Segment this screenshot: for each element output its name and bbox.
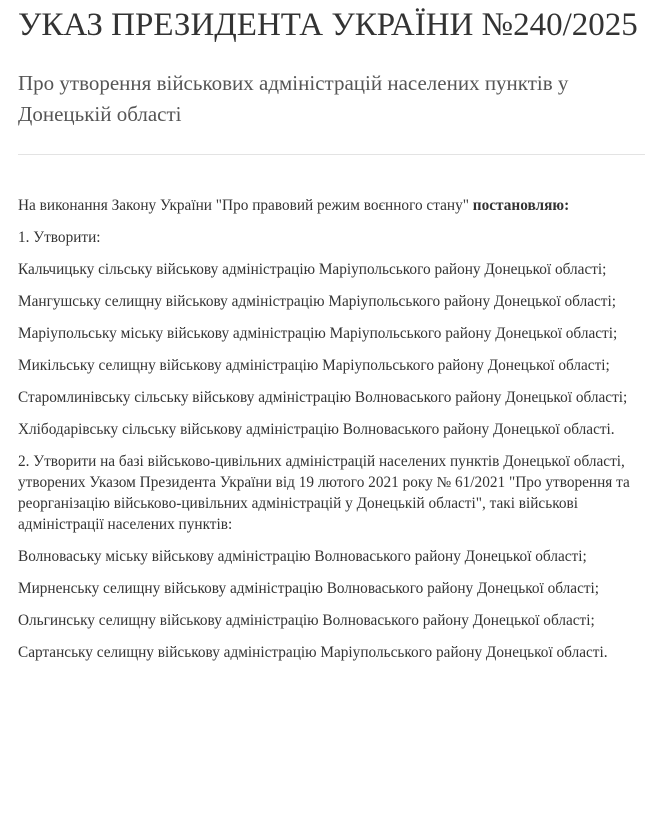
item-2-entry: Ольгинську селищну військову адміністрацію Волноваського району Донецької області; <box>18 612 595 629</box>
item-2-entry: Волноваську міську військову адміністрацію Волноваського району Донецької області; <box>18 548 587 565</box>
item-1-entry: Маріупольську міську військову адміністрацію Маріупольського району Донецької області; <box>18 325 618 342</box>
item-1-entry: Мангушську селищну військову адміністрацію Маріупольського району Донецької області; <box>18 293 616 310</box>
intro-text: На виконання Закону України "Про правовий режим воєнного стану" <box>18 197 473 214</box>
item-1-heading: 1. Утворити: <box>18 229 101 246</box>
decree-body <box>18 195 645 663</box>
item-2-heading: 2. Утворити на базі військово-цивільних адміністрацій населених пунктів Донецької області, утворених Указом Президента України від 19 лютого 2021 року № 61/2021 "Про утворення та реорганізацію військово-цивільних адміністрацій у Донецькій області", такі військові адміністрації населених пунктів: <box>18 453 630 533</box>
item-1-entry: Кальчицьку сільську військову адміністрацію Маріупольського району Донецької області; <box>18 261 607 278</box>
item-1-entry: Старомлинівську сільську військову адміністрацію Волноваського району Донецької області; <box>18 389 628 406</box>
decree-title: УКАЗ ПРЕЗИДЕНТА УКРАЇНИ №240/2025 <box>18 7 638 43</box>
intro-paragraph <box>18 195 645 216</box>
item-2-entry: Мирненську селищну військову адміністрацію Волноваського району Донецької області; <box>18 580 600 597</box>
intro-emphasis: постановляю: <box>472 197 570 214</box>
decree-subtitle: Про утворення військових адміністрацій населених пунктів у Донецькій області <box>18 71 569 126</box>
title-divider <box>18 154 645 155</box>
item-2-entry: Сартанську селищну військову адміністрацію Маріупольського району Донецької області. <box>18 644 608 661</box>
item-1-entry: Хлібодарівську сільську військову адміністрацію Волноваського району Донецької області. <box>18 421 615 438</box>
item-1-entry: Микільську селищну військову адміністрацію Маріупольського району Донецької області; <box>18 357 610 374</box>
